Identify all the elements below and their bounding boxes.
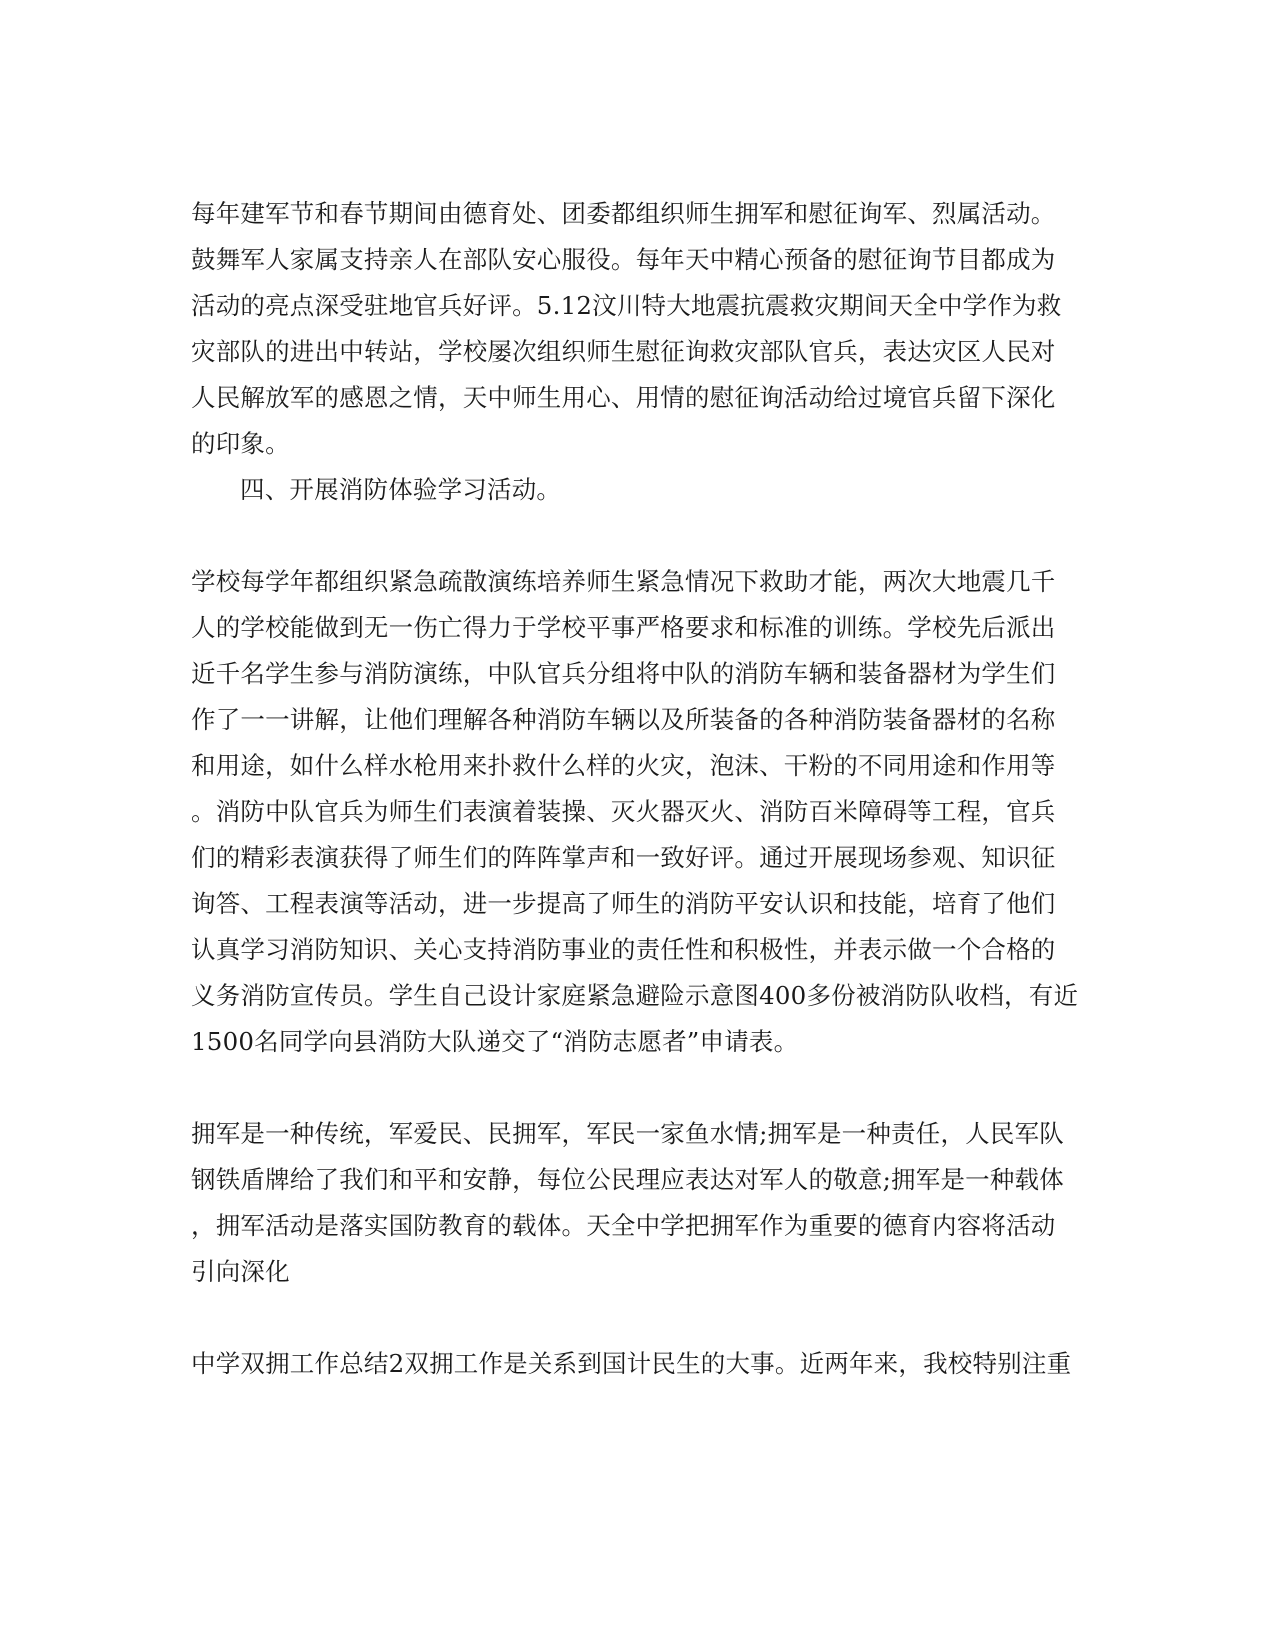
text-line: 灾部队的进出中转站，学校屡次组织师生慰征询救灾部队官兵，表达灾区人民对 (191, 337, 1056, 366)
text-line: 。消防中队官兵为师生们表演着装操、灭火器灭火、消防百米障碍等工程，官兵 (191, 797, 1056, 826)
text-line: 人民解放军的感恩之情，天中师生用心、用情的慰征询活动给过境官兵留下深化 (191, 383, 1056, 412)
text-line: 活动的亮点深受驻地官兵好评。5.12汶川特大地震抗震救灾期间天全中学作为救 (191, 291, 1062, 320)
text-line: 鼓舞军人家属支持亲人在部队安心服役。每年天中精心预备的慰征询节目都成为 (191, 245, 1056, 274)
section-heading: 四、开展消防体验学习活动。 (240, 475, 562, 504)
text-line: 们的精彩表演获得了师生们的阵阵掌声和一致好评。通过开展现场参观、知识征 (191, 843, 1056, 872)
text-line: 作了一一讲解，让他们理解各种消防车辆以及所装备的各种消防装备器材的名称 (191, 705, 1056, 734)
text-line: 询答、工程表演等活动，进一步提高了师生的消防平安认识和技能，培育了他们 (191, 889, 1056, 918)
text-line: 钢铁盾牌给了我们和平和安静，每位公民理应表达对军人的敬意;拥军是一种载体 (191, 1165, 1064, 1194)
text-line: 每年建军节和春节期间由德育处、团委都组织师生拥军和慰征询军、烈属活动。 (191, 199, 1056, 228)
text-line: ，拥军活动是落实国防教育的载体。天全中学把拥军作为重要的德育内容将活动 (191, 1211, 1056, 1240)
text-line: 拥军是一种传统，军爱民、民拥军，军民一家鱼水情;拥军是一种责任，人民军队 (191, 1119, 1064, 1148)
text-line: 中学双拥工作总结2双拥工作是关系到国计民生的大事。近两年来，我校特别注重 (191, 1349, 1072, 1378)
text-line: 人的学校能做到无一伤亡得力于学校平事严格要求和标准的训练。学校先后派出 (191, 613, 1056, 642)
text-line: 认真学习消防知识、关心支持消防事业的责任性和积极性，并表示做一个合格的 (191, 935, 1056, 964)
text-line: 学校每学年都组织紧急疏散演练培养师生紧急情况下救助才能，两次大地震几千 (191, 567, 1056, 596)
text-line: 和用途，如什么样水枪用来扑救什么样的火灾，泡沫、干粉的不同用途和作用等 (191, 751, 1056, 780)
text-line: 近千名学生参与消防演练，中队官兵分组将中队的消防车辆和装备器材为学生们 (191, 659, 1056, 688)
text-line: 义务消防宣传员。学生自己设计家庭紧急避险示意图400多份被消防队收档，有近 (191, 981, 1079, 1010)
text-line: 1500名同学向县消防大队递交了“消防志愿者”申请表。 (191, 1027, 799, 1056)
text-line: 引向深化 (191, 1257, 290, 1286)
text-line: 的印象。 (191, 429, 290, 458)
